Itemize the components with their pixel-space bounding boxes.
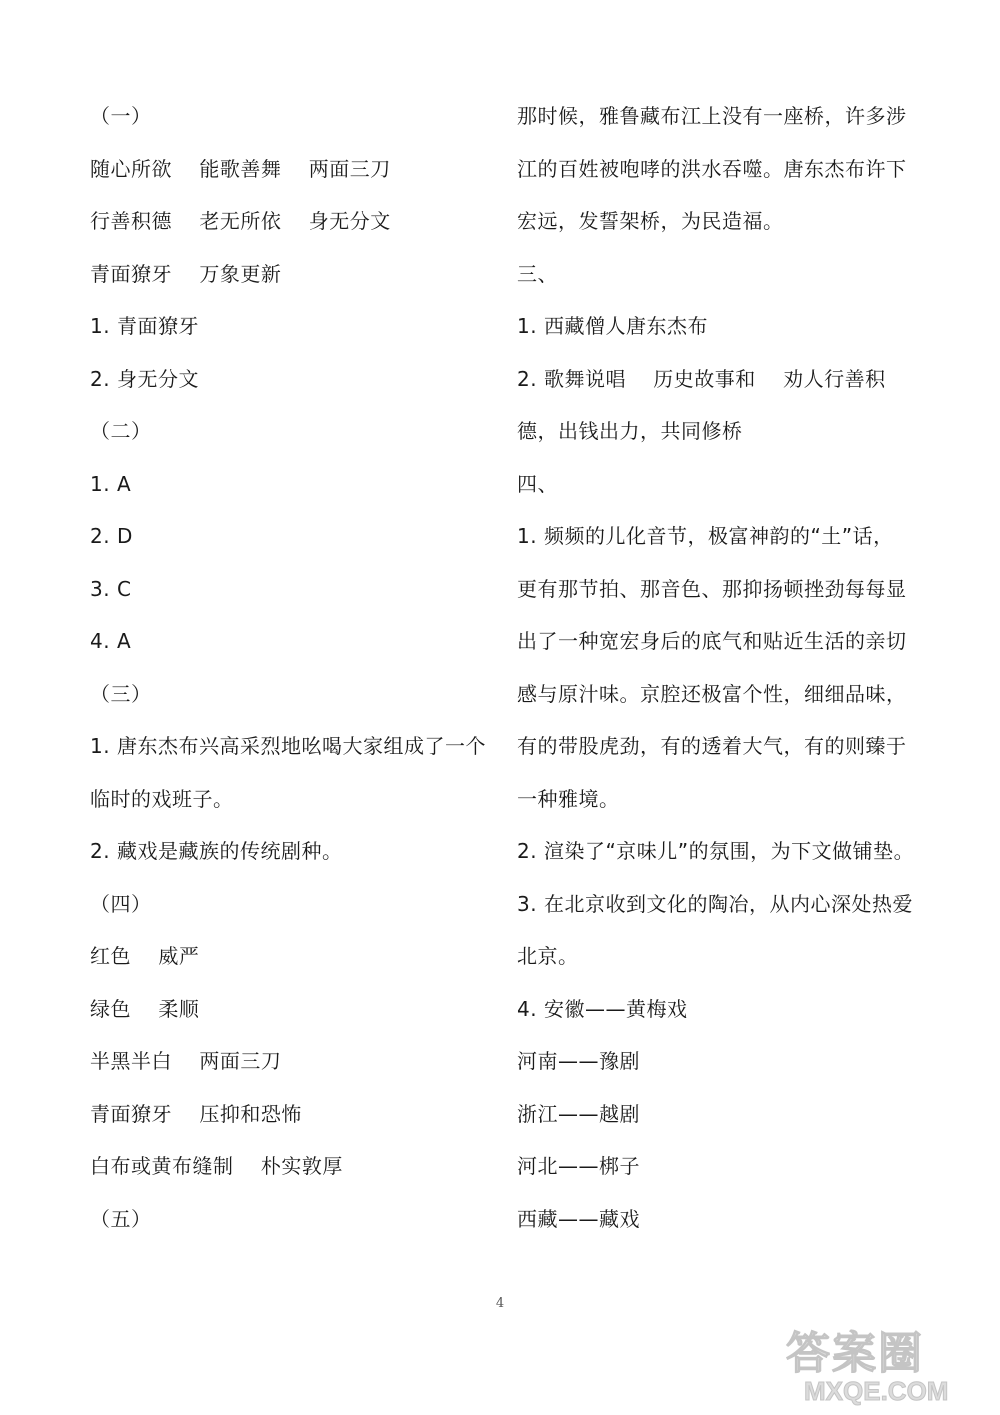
text-line: 4. A xyxy=(90,629,132,653)
text-line: 那时候，雅鲁藏布江上没有一座桥，许多涉 xyxy=(517,104,907,128)
text-line: 行善积德 老无所依 身无分文 xyxy=(90,209,391,233)
text-line: 感与原汁味。京腔还极富个性，细细品味， xyxy=(517,681,907,706)
text-line: 更有那节拍、那音色、那抑扬顿挫劲每每显 xyxy=(517,576,907,601)
text-line: 出了一种宽宏身后的底气和贴近生活的亲切 xyxy=(517,629,907,653)
text-line: 2. 歌舞说唱 历史故事和 劝人行善积 xyxy=(517,366,886,391)
watermark-main-text: 答案圈 xyxy=(786,1328,924,1379)
text-line: 河北——梆子 xyxy=(517,1154,640,1178)
left-column xyxy=(90,90,490,1245)
text-line: 1. 西藏僧人唐东杰布 xyxy=(517,314,708,338)
text-line: 宏远，发誓架桥，为民造福。 xyxy=(517,209,784,233)
watermark-domain-text: MXQE.COM xyxy=(804,1376,949,1406)
text-line: （二） xyxy=(90,419,152,443)
text-line: 2. 藏戏是藏族的传统剧种。 xyxy=(90,839,343,863)
text-line: 青面獠牙 万象更新 xyxy=(90,261,282,286)
page-number: 4 xyxy=(495,1296,505,1311)
text-line: 浙江——越剧 xyxy=(517,1101,640,1126)
text-line: 青面獠牙 压抑和恐怖 xyxy=(90,1101,302,1126)
text-line: 临时的戏班子。 xyxy=(90,786,234,811)
text-line: 3. 在北京收到文化的陶冶，从内心深处热爱 xyxy=(517,891,913,916)
text-line: 三、 xyxy=(517,261,558,286)
text-line: 1. 频频的儿化音节，极富神韵的“土”话， xyxy=(517,524,894,548)
right-column xyxy=(517,90,917,1245)
text-line: 4. 安徽——黄梅戏 xyxy=(517,996,688,1021)
text-line: 3. C xyxy=(90,576,132,601)
text-line: 1. A xyxy=(90,471,132,496)
text-line: （三） xyxy=(90,681,152,706)
text-line: 绿色 柔顺 xyxy=(90,996,200,1021)
text-line: 1. 唐东杰布兴高采烈地吆喝大家组成了一个 xyxy=(90,734,486,758)
text-line: 北京。 xyxy=(517,944,579,968)
text-line: 四、 xyxy=(517,471,558,496)
text-line: 有的带股虎劲，有的透着大气，有的则臻于 xyxy=(517,734,907,758)
text-line: 随心所欲 能歌善舞 两面三刀 xyxy=(90,156,391,181)
text-line: 一种雅境。 xyxy=(517,786,620,811)
text-line: 河南——豫剧 xyxy=(517,1049,640,1073)
text-line: 半黑半白 两面三刀 xyxy=(90,1049,282,1073)
watermark-logo xyxy=(786,1317,986,1407)
text-line: （四） xyxy=(90,891,152,916)
text-line: （一） xyxy=(90,104,152,128)
text-line: 2. D xyxy=(90,524,133,548)
text-line: 红色 威严 xyxy=(90,944,200,968)
text-line: 白布或黄布缝制 朴实敦厚 xyxy=(90,1154,343,1178)
text-line: 德，出钱出力，共同修桥 xyxy=(517,419,743,443)
text-line: 2. 渲染了“京味儿”的氛围，为下文做铺垫。 xyxy=(517,839,915,863)
text-line: 江的百姓被咆哮的洪水吞噬。唐东杰布许下 xyxy=(517,156,907,181)
text-line: 2. 身无分文 xyxy=(90,366,199,391)
text-line: （五） xyxy=(90,1206,152,1231)
text-line: 西藏——藏戏 xyxy=(517,1206,640,1231)
text-line: 1. 青面獠牙 xyxy=(90,314,199,338)
